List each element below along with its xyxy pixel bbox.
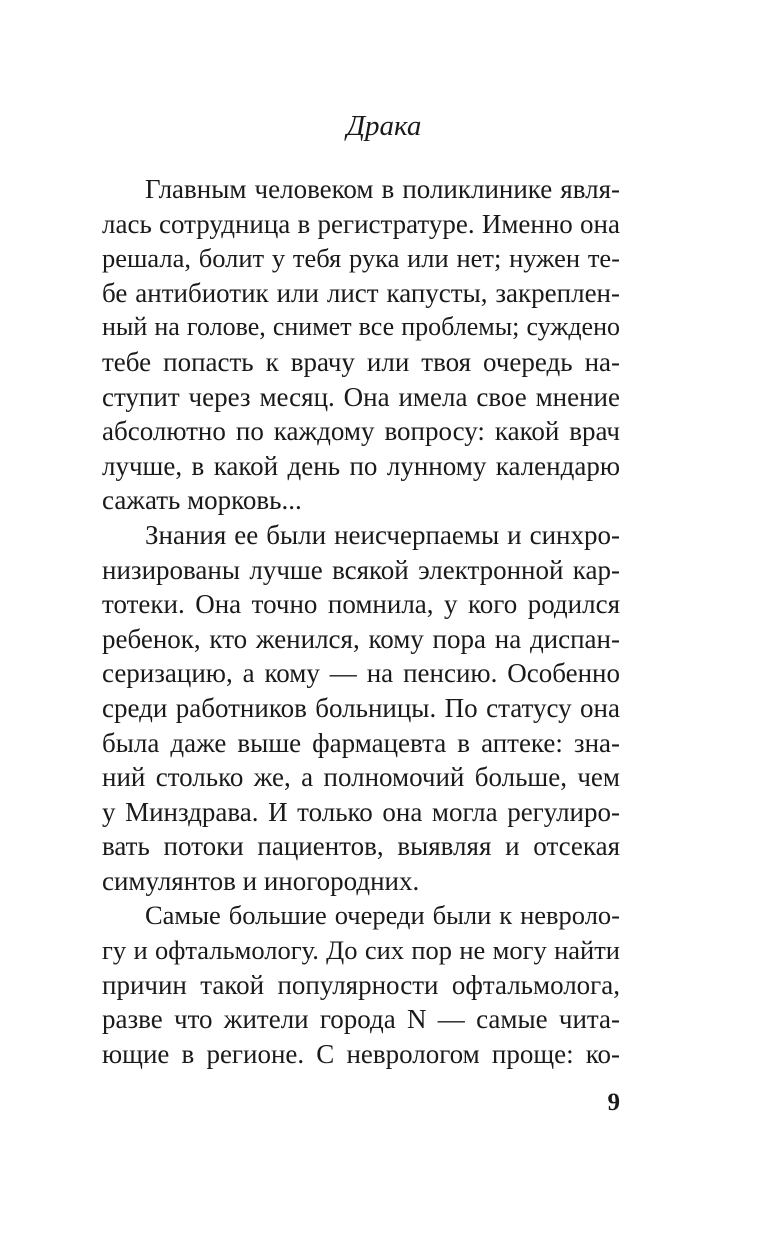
text-line: низированы лучше всякой электронной кар-: [102, 554, 620, 585]
text-line: среди работников больницы. По статусу она: [102, 692, 620, 723]
text-line: тотеки. Она точно помнила, у кого родился: [102, 589, 620, 620]
text-line: тебе попасть к врачу или твоя очередь на-: [102, 346, 620, 377]
text-line: бе антибиотик или лист капусты, закреплен-: [102, 277, 620, 308]
paragraph: [102, 518, 620, 899]
page-number: 9: [607, 1089, 620, 1116]
text-line: у Минздрава. И только она могла регулиро-: [102, 796, 620, 827]
text-line: ющие в регионе. С неврологом проще: ко-: [102, 1038, 620, 1069]
text-line: причин такой популярности офтальмолога,: [102, 969, 620, 1000]
text-line: ний столько же, а полномочий больше, чем: [102, 762, 620, 793]
text-line: ребенок, кто женился, кому пора на диспан-: [102, 623, 620, 654]
text-line: ступит через месяц. Она имела свое мнение: [102, 381, 620, 412]
text-line: вать потоки пациентов, выявляя и отсекая: [102, 831, 620, 862]
text-line: разве что жители города N — самые чита-: [102, 1004, 620, 1035]
text-line: Самые большие очереди были к невроло-: [145, 900, 620, 931]
body-text: [102, 172, 620, 1071]
text-line: ный на голове, снимет все проблемы; суждено: [102, 312, 620, 342]
text-line: решала, болит у тебя рука или нет; нужен те-: [102, 243, 620, 274]
text-line: симулянтов и иногородних.: [102, 865, 420, 896]
paragraph: [102, 898, 620, 1071]
text-line: серизацию, а кому — на пенсию. Особенно: [102, 658, 620, 689]
text-line: Главным человеком в поликлинике явля-: [145, 174, 620, 204]
paragraph: [102, 172, 620, 518]
text-line: лась сотрудница в регистратуре. Именно она: [102, 208, 620, 239]
text-line: абсолютно по каждому вопросу: какой врач: [102, 416, 620, 447]
text-line: сажать морковь...: [102, 485, 302, 516]
text-line: лучше, в какой день по лунному календарю: [102, 450, 620, 481]
running-header: Драка: [346, 110, 422, 142]
text-line: Знания ее были неисчерпаемы и синхро-: [145, 519, 620, 550]
text-line: была даже выше фармацевта в аптеке: зна-: [102, 727, 620, 758]
text-line: гу и офтальмологу. До сих пор не могу найти: [102, 935, 620, 966]
